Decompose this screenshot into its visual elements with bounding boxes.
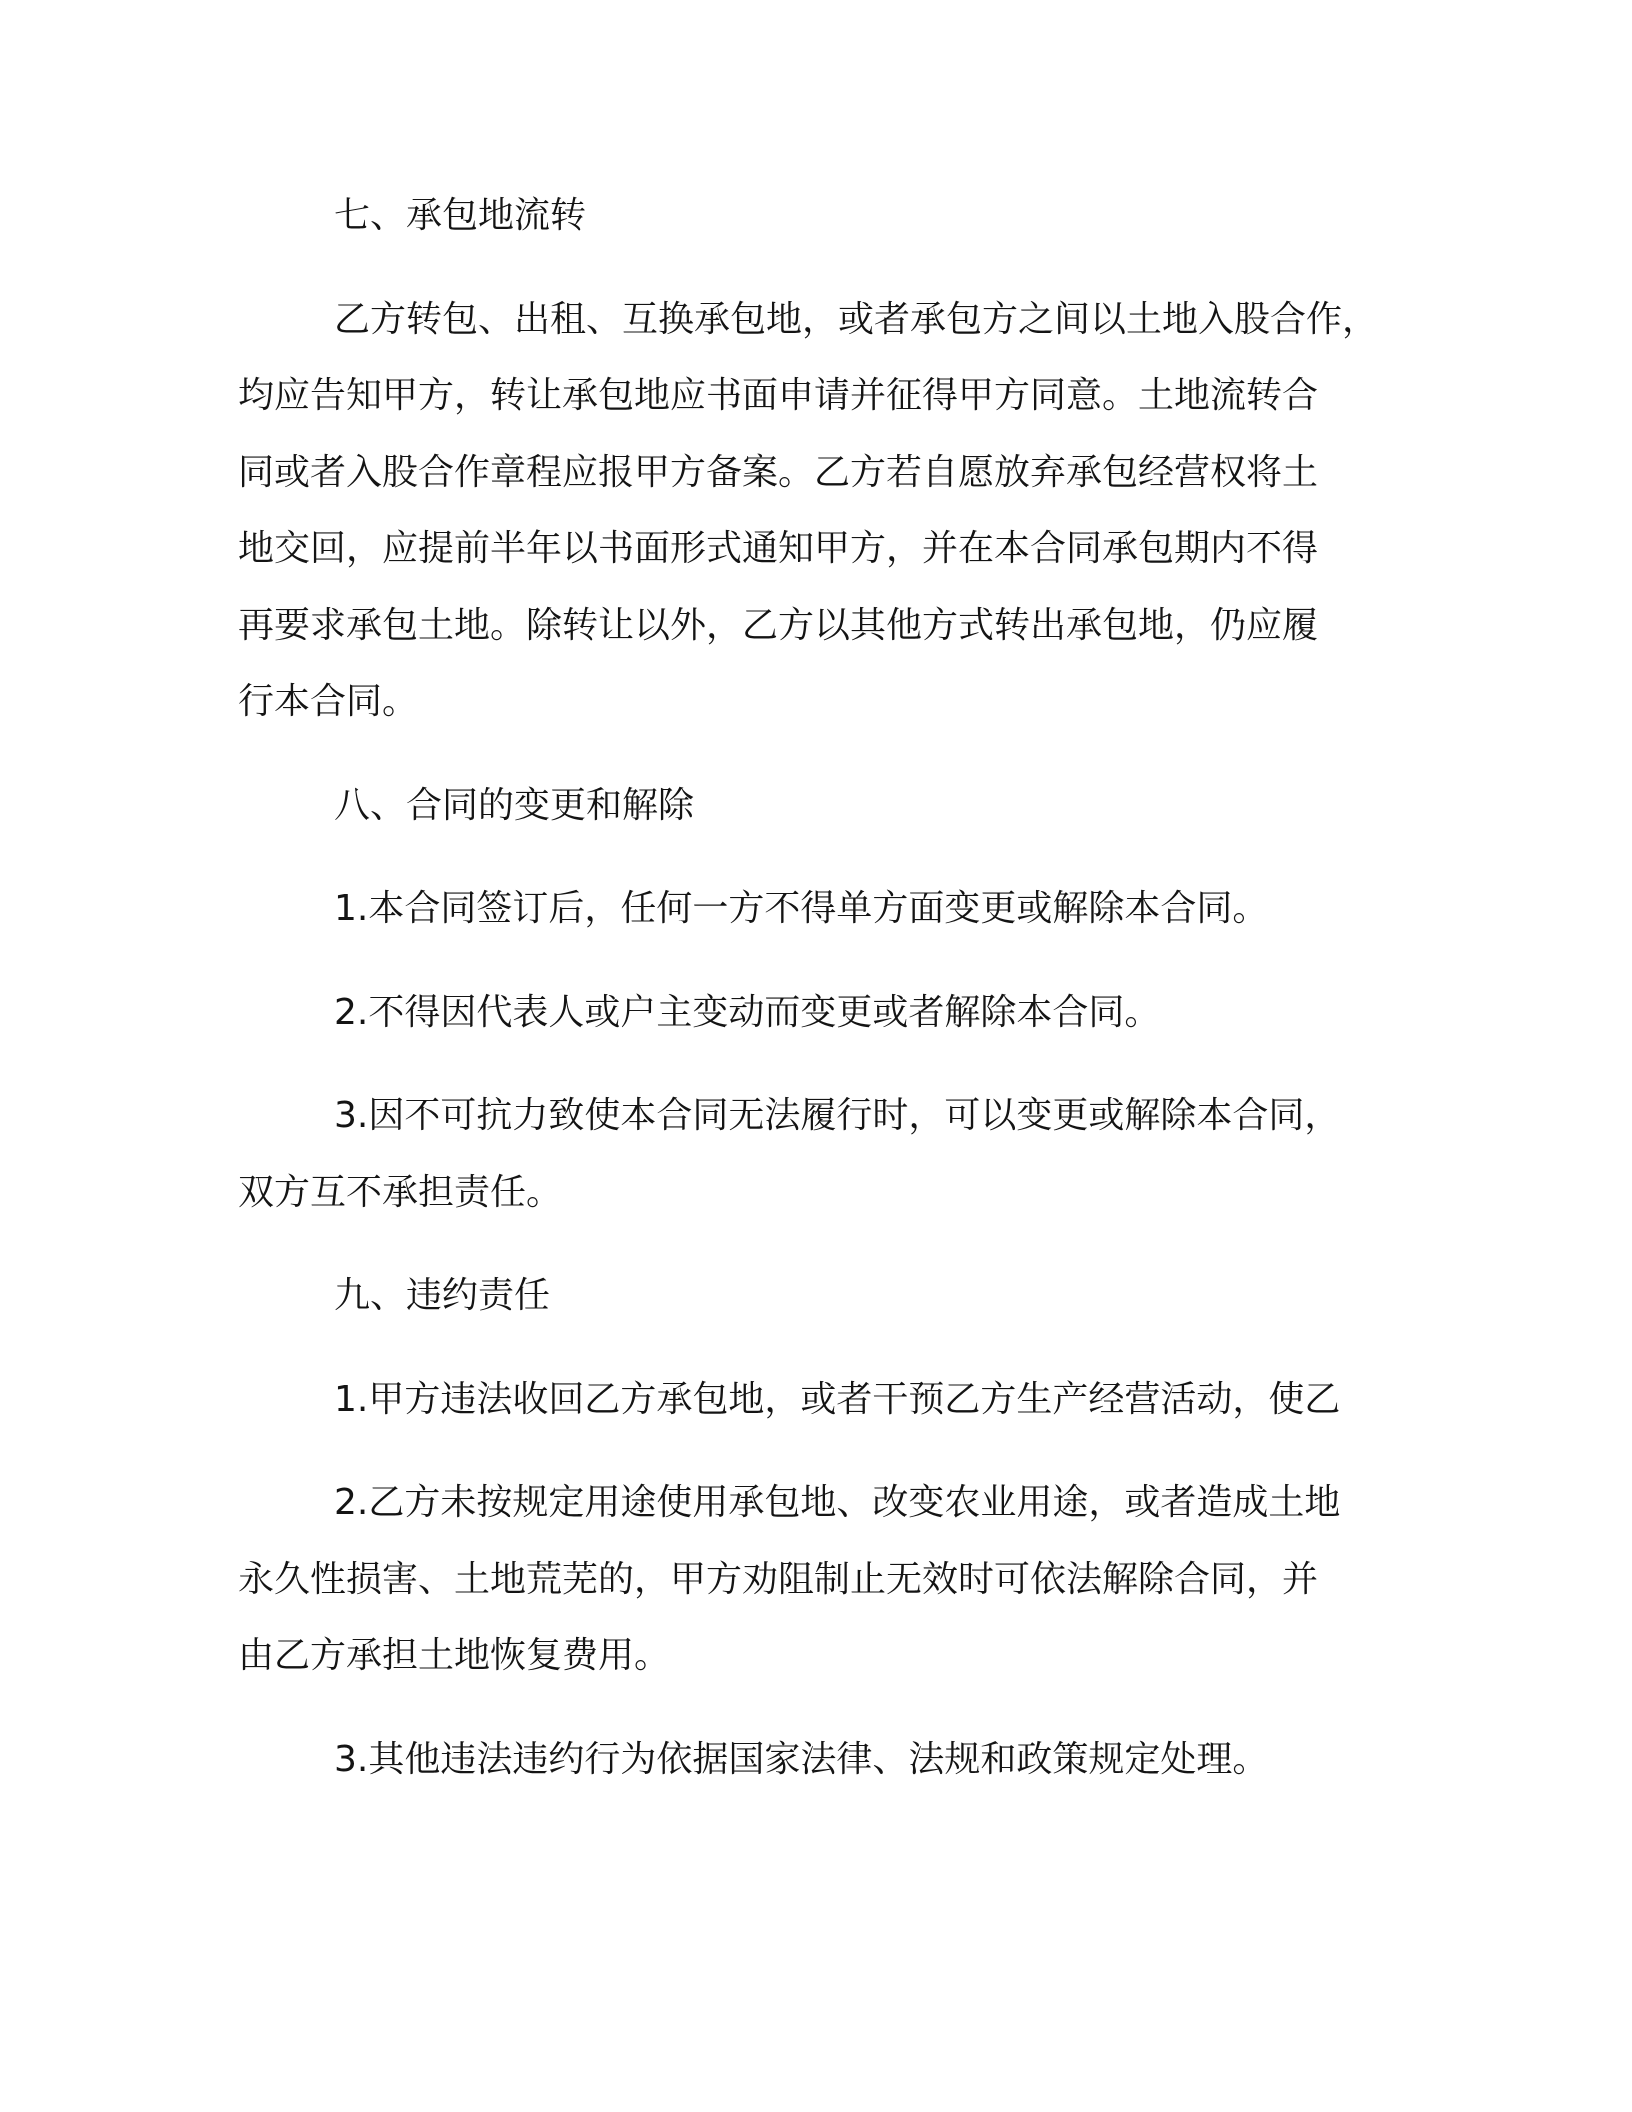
section-heading: 八、合同的变更和解除 <box>334 784 695 826</box>
section-heading: 七、承包地流转 <box>334 195 587 236</box>
clause-paragraph <box>238 1078 1432 1231</box>
paragraph-line: 3.因不可抗力致使本合同无法履行时，可以变更或解除本合同， <box>334 1095 1341 1136</box>
clause-paragraph <box>238 1722 1432 1799</box>
section-heading: 九、违约责任 <box>334 1275 551 1316</box>
section-heading-block <box>238 768 1432 845</box>
paragraph-line: 永久性损害、土地荒芜的，甲方劝阻制止无效时可依法解除合同，并 <box>238 1558 1319 1600</box>
section-heading-block <box>238 178 1432 255</box>
paragraph-line: 1.甲方违法收回乙方承包地，或者干预乙方生产经营活动，使乙 <box>334 1378 1341 1420</box>
paragraph-line: 2.不得因代表人或户主变动而变更或者解除本合同。 <box>334 991 1161 1033</box>
paragraph-line: 行本合同。 <box>238 681 419 722</box>
paragraph-line: 再要求承包土地。除转让以外，乙方以其他方式转出承包地，仍应履 <box>238 604 1319 646</box>
clause-paragraph <box>238 1465 1432 1695</box>
paragraph-line: 地交回，应提前半年以书面形式通知甲方，并在本合同承包期内不得 <box>238 528 1319 569</box>
section-heading-block <box>238 1258 1432 1335</box>
paragraph-line: 同或者入股合作章程应报甲方备案。乙方若自愿放弃承包经营权将土 <box>238 451 1319 493</box>
paragraph-line: 3.其他违法违约行为依据国家法律、法规和政策规定处理。 <box>334 1738 1269 1780</box>
paragraph-line: 乙方转包、出租、互换承包地，或者承包方之间以土地入股合作， <box>334 298 1379 340</box>
clause-paragraph <box>238 975 1432 1052</box>
paragraph-line: 2.乙方未按规定用途使用承包地、改变农业用途，或者造成土地 <box>334 1482 1341 1523</box>
paragraph-line: 1.本合同签订后，任何一方不得单方面变更或解除本合同。 <box>334 888 1269 929</box>
clause-paragraph <box>238 871 1432 948</box>
paragraph-line: 由乙方承担土地恢复费用。 <box>238 1635 671 1676</box>
clause-paragraph <box>238 1362 1432 1439</box>
paragraph-line: 双方互不承担责任。 <box>238 1171 563 1213</box>
clause-paragraph <box>238 282 1432 741</box>
paragraph-line: 均应告知甲方，转让承包地应书面申请并征得甲方同意。土地流转合 <box>238 375 1319 416</box>
